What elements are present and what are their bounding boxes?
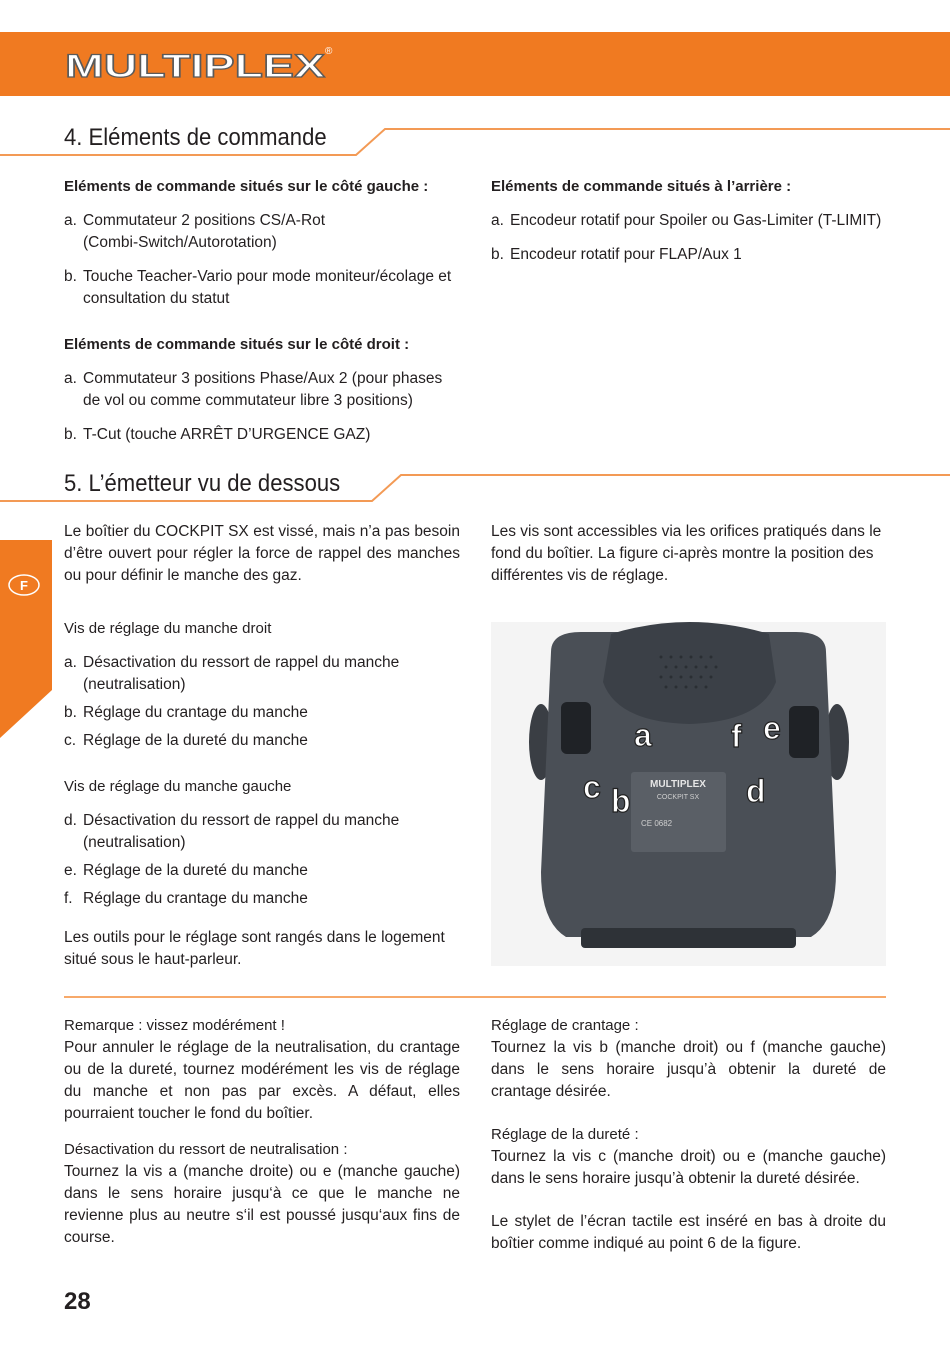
list-item: a. Encodeur rotatif pour Spoiler ou Gas-Limiter (T-LIMIT) (491, 212, 882, 229)
page-number: 28 (64, 1288, 91, 1315)
language-label: F (20, 578, 28, 593)
right-stick-heading: Vis de réglage du manche droit (64, 620, 272, 637)
left-stick-screws (64, 776, 464, 910)
rear-heading: Eléments de commande situés à l’arrière : (491, 178, 792, 195)
section-4-rule (0, 126, 950, 166)
hardness-heading: Réglage de la dureté : (491, 1126, 639, 1143)
screw-label-b: b (611, 783, 631, 819)
plate-model: COCKPIT SX (656, 794, 700, 801)
deactivation-text: Tournez la vis a (manche droite) ou e (manche gauche) dans le sens horaire jusqu‘à ce que le manche ne revienne plus au neutre s‘il est poussé jusqu‘aux fins de course. (64, 1163, 460, 1246)
deactivation-heading: Désactivation du ressort de neutralisation : (64, 1141, 348, 1158)
section-5-rule (0, 472, 950, 512)
plate-ce: CE 0682 (641, 819, 673, 828)
detent-heading: Réglage de crantage : (491, 1017, 639, 1034)
list-item: f. Réglage du crantage du manche (64, 890, 308, 907)
screw-label-d: d (746, 773, 766, 809)
notes-right (491, 1015, 886, 1255)
logo-text: MULTIPLEX (65, 48, 326, 84)
list-item: a. Commutateur 2 positions CS/A-Rot (Combi-Switch/Autorotation) (64, 212, 326, 251)
hardness-text: Tournez la vis c (manche droit) ou e (manche gauche) dans le sens horaire jusqu’à obtenir la dureté désirée. (491, 1148, 886, 1187)
plate-brand: MULTIPLEX (650, 779, 706, 790)
screw-label-c: c (583, 769, 601, 805)
registered-mark: ® (325, 46, 333, 57)
screw-label-f: f (731, 718, 742, 754)
list-item: b. Réglage du crantage du manche (64, 704, 308, 721)
transmitter-underside-photo (491, 622, 886, 966)
left-stick-heading: Vis de réglage du manche gauche (64, 778, 292, 795)
list-item: c. Réglage de la dureté du manche (64, 732, 308, 749)
list-item: a. Désactivation du ressort de rappel du manche (neutralisation) (64, 654, 400, 693)
list-item: b. Touche Teacher-Vario pour mode moniteur/écolage et consultation du statut (64, 268, 452, 307)
multiplex-logo (63, 44, 333, 84)
list-item: e. Réglage de la dureté du manche (64, 862, 308, 879)
section-4-title: 4. Eléments de commande (64, 124, 327, 151)
remark-heading: Remarque : vissez modérément ! (64, 1017, 285, 1034)
rear-controls (491, 176, 886, 266)
intro-left: Le boîtier du COCKPIT SX est vissé, mais n’a pas besoin d’être ouvert pour régler la force de rappel des manches ou pour définir le manche des gaz. (64, 523, 460, 584)
stylus-text: Le stylet de l’écran tactile est inséré en bas à droite du boîtier comme indiqué au point 6 de la figure. (491, 1213, 886, 1252)
right-side-heading: Eléments de commande situés sur le côté droit : (64, 336, 410, 353)
left-side-heading: Eléments de commande situés sur le côté gauche : (64, 178, 429, 195)
right-stick-screws (64, 618, 464, 752)
language-side-tab (0, 540, 52, 738)
tools-note: Les outils pour le réglage sont rangés dans le logement situé sous le haut-parleur. (64, 929, 445, 968)
remark-text: Pour annuler le réglage de la neutralisation, du crantage ou de la dureté, tournez modérément les vis de réglage du manche et non pas par excès. A défaut, elles pourraient toucher le fond du boîtier. (64, 1039, 460, 1122)
list-item: a. Commutateur 3 positions Phase/Aux 2 (pour phases de vol ou comme commutateur libre 3 positions) (64, 370, 443, 409)
intro-right: Les vis sont accessibles via les orifices pratiqués dans le fond du boîtier. La figure ci-après montre la position des différentes vis de réglage. (491, 523, 882, 584)
notes-left (64, 1015, 460, 1249)
screw-label-e: e (763, 710, 781, 746)
list-item: d. Désactivation du ressort de rappel du manche (neutralisation) (64, 812, 400, 851)
right-side-controls (64, 334, 464, 446)
detent-text: Tournez la vis b (manche droit) ou f (manche gauche) dans le sens horaire jusqu’à obtenir la dureté de crantage désirée. (491, 1039, 886, 1100)
list-item: b. Encodeur rotatif pour FLAP/Aux 1 (491, 246, 742, 263)
screw-label-a: a (634, 717, 652, 753)
list-item: b. T-Cut (touche ARRÊT D’URGENCE GAZ) (64, 426, 371, 443)
section-5-title: 5. L’émetteur vu de dessous (64, 470, 341, 497)
left-side-controls (64, 176, 464, 310)
section-divider (64, 996, 886, 998)
